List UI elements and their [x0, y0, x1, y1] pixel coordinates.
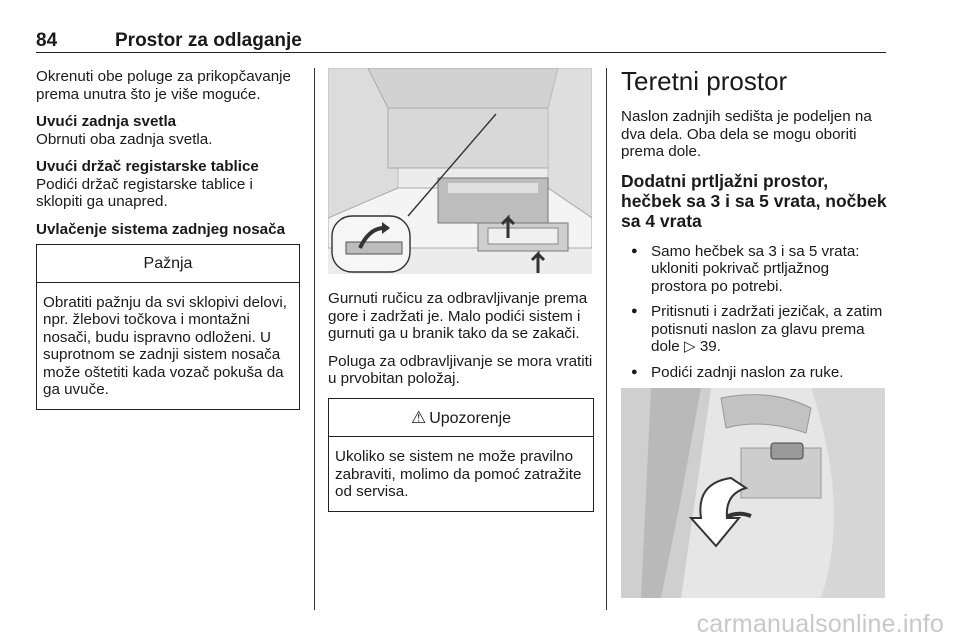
list-item: ● Podići zadnji naslon za ruke.	[621, 364, 889, 382]
page-header	[36, 30, 886, 52]
notice-title: Pažnja	[37, 245, 299, 283]
warning-title: Upozorenje	[429, 409, 512, 427]
column-left	[36, 68, 300, 410]
header-divider	[36, 52, 886, 53]
section-heading: Teretni prostor	[621, 66, 788, 96]
section-text: Podići držač registarske tablice i sklopiti ga unapred.	[36, 175, 253, 210]
warning-triangle-icon: ⚠	[410, 407, 427, 427]
seat-intro: Naslon zadnjih sedišta je podeljen na dva dela. Oba dela se mogu oboriti prema dole.	[621, 108, 872, 160]
section-title: Uvući držač registarske tablice	[36, 158, 259, 175]
bike-carrier-illustration	[328, 68, 592, 274]
list-item: ● Samo hečbek sa 3 i sa 5 vrata: ukloniti pokrivač prtljažnog prostora po potrebi.	[621, 243, 889, 296]
warning-box	[328, 398, 594, 512]
page-reference-icon[interactable]: ▷	[683, 338, 696, 355]
chapter-title: Prostor za odlaganje	[115, 30, 302, 51]
warning-header	[329, 399, 593, 438]
section-text: Obrnuti oba zadnja svetla.	[36, 130, 213, 148]
lever-note: Poluga za odbravljivanje se mora vratiti u prvobitan položaj.	[328, 352, 593, 387]
section-plate-holder	[36, 158, 300, 211]
column-right	[621, 66, 889, 389]
headrest-figure	[621, 388, 885, 598]
section-title-retract: Uvlačenje sistema zadnjeg nosača	[36, 220, 286, 238]
instruction-list	[621, 243, 889, 382]
page-number: 84	[36, 30, 58, 51]
notice-text: Obratiti pažnju da svi sklopivi delovi, npr. žlebovi točkova i montažni nosači, budu ispravno odloženi. U suprotnom se zadnji sistem nosača može oštetiti kada vozač pokuša da ga uvuče.	[43, 293, 287, 398]
section-tail-lights	[36, 113, 300, 148]
page-reference[interactable]: 39.	[699, 338, 721, 355]
warning-text: Ukoliko se sistem ne može pravilno zabraviti, molimo da pomoć zatražite od servisa.	[335, 448, 582, 500]
release-instruction: Gurnuti ručicu za odbravljivanje prema gore i zadržati je. Malo podići sistem i gurnuti ga u branik tako da se zakači.	[328, 290, 588, 342]
notice-box	[36, 244, 300, 410]
seat-headrest-illustration	[621, 388, 885, 598]
list-item: ● Pritisnuti i zadržati jezičak, a zatim potisnuti naslon za glavu prema dole ▷ 39.	[621, 303, 889, 356]
watermark: carmanualsonline.info	[696, 610, 944, 638]
bike-carrier-figure	[328, 68, 592, 274]
intro-text: Okrenuti obe poluge za prikopčavanje prema unutra što je više moguće.	[36, 68, 291, 103]
column-middle	[328, 290, 594, 512]
column-divider-2	[606, 68, 607, 610]
column-divider-1	[314, 68, 315, 610]
section-title: Uvući zadnja svetla	[36, 113, 177, 130]
subsection-heading: Dodatni prtljažni prostor, hečbek sa 3 i sa 5 vrata, nočbek sa 4 vrata	[621, 170, 887, 231]
